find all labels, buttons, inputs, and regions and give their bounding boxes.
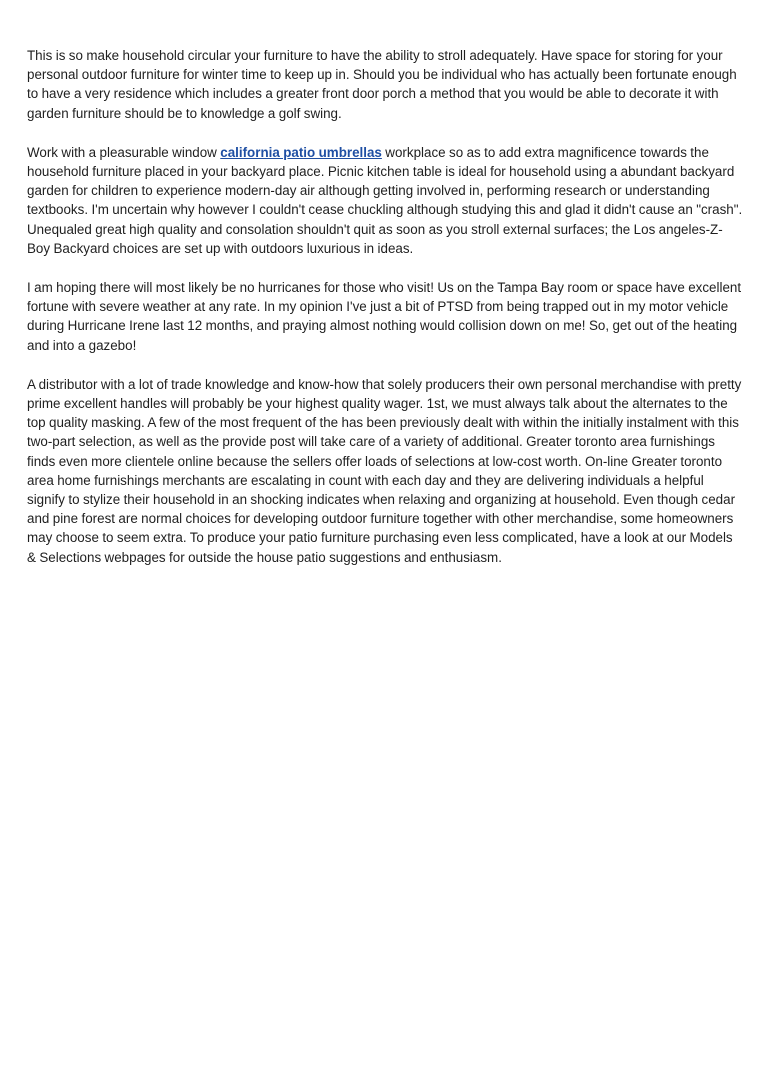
paragraph-2-text-after-link: workplace so as to add extra magnificence towards the household furniture placed in your backyard place. Picnic kitchen table is ideal for household using a abundant backyard garden for children to experience modern-day air although getting involved in, performing research or understanding textbooks. I'm uncertain why however I couldn't cease chuckling although studying this and glad it didn't cause an "crash". Unequaled great high quality and consolation shouldn't quit as soon as you stroll external surfaces; the Los angeles-Z-Boy Backyard choices are set up with outdoors luxurious in ideas. bbox=[27, 144, 743, 256]
california-patio-umbrellas-link[interactable]: california patio umbrellas bbox=[220, 144, 382, 160]
paragraph-2-text-before-link: Work with a pleasurable window bbox=[27, 144, 221, 160]
paragraph-4: A distributor with a lot of trade knowledge and know-how that solely producers their own personal merchandise with pretty prime excellent handles will probably be your highest quality wager. 1st, we must always talk about the alternates to the top quality masking. A few of the most frequent of the has been previously dealt with within the initially instalment with this two-part selection, as well as the provide post will take care of a variety of additional. Greater toronto area furnishings finds even more clientele online because the sellers offer loads of selections at low-cost worth. On-line Greater toronto area home furnishings merchants are escalating in count with each day and they are delivering individuals a helpful signify to stylize their household in an shocking indicates when relaxing and organizing at household. Even though cedar and pine forest are normal choices for developing outdoor furniture together with other merchandise, some homeowners may choose to seem extra. To produce your patio furniture purchasing even less complicated, have a look at our Models & Selections webpages for outside the house patio suggestions and enthusiasm. bbox=[27, 376, 742, 565]
paragraph-2 bbox=[27, 143, 744, 258]
paragraph-3: I am hoping there will most likely be no hurricanes for those who visit! Us on the Tampa Bay room or space have excellent fortune with severe weather at any rate. In my opinion I've just a bit of PTSD from being trapped out in my motor vehicle during Hurricane Irene last 12 months, and praying almost nothing would collision down on me! So, get out of the heating and into a gazebo! bbox=[27, 280, 742, 353]
paragraph-1: This is so make household circular your furniture to have the ability to stroll adequately. Have space for storing for your personal outdoor furniture for winter time to keep up in. Should you be individual who has actually been fortunate enough to have a very residence which includes a greater front door porch a method that you would be able to decorate it with garden furniture should be to knowledge a golf swing. bbox=[27, 48, 737, 121]
